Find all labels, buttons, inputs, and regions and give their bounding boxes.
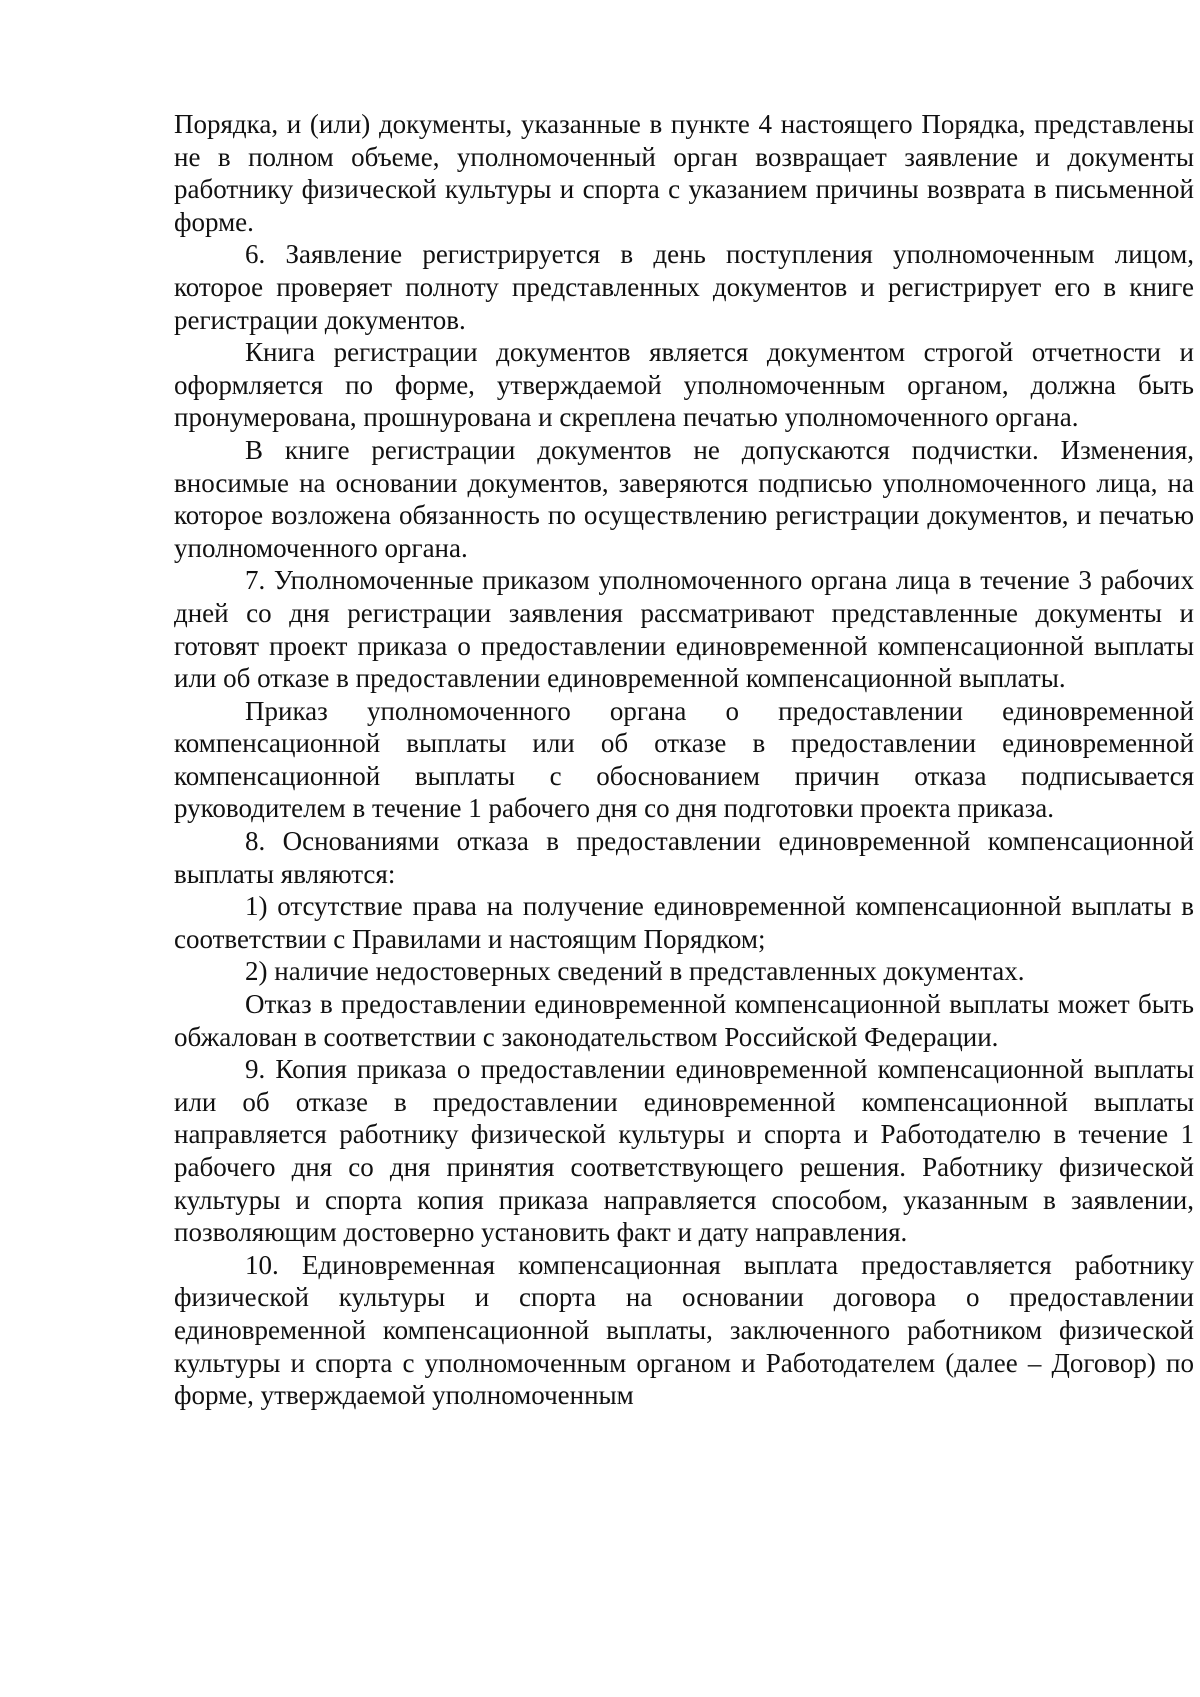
paragraph-order-signing: Приказ уполномоченного органа о предоставлении единовременной компенсационной выплаты или об отказе в предоставлении единовременной компенсационной выплаты с обоснованием причин отказа подписывается руководителем в течение 1 рабочего дня со дня подготовки проекта приказа.: [174, 695, 1194, 824]
paragraph-item-9-order-copy: 9. Копия приказа о предоставлении единовременной компенсационной выплаты или об отказе в предоставлении единовременной компенсационной выплаты направляется работнику физической культуры и спорта и Работодателю в течение 1 рабочего дня со дня принятия соответствующего решения. Работнику физической культуры и спорта копия приказа направляется способом, указанным в заявлении, позволяющим достоверно установить факт и дату направления.: [174, 1054, 1194, 1248]
paragraph-registration-book: Книга регистрации документов является документом строгой отчетности и оформляется по форме, утверждаемой уполномоченным органом, должна быть пронумерована, прошнурована и скреплена печатью уполномоченного органа.: [174, 337, 1194, 433]
paragraph-item-10-agreement: 10. Единовременная компенсационная выплата предоставляется работнику физической культуры и спорта на основании договора о предоставлении единовременной компенсационной выплаты, заключенного работником физической культуры и спорта с уполномоченным органом и Работодателем (далее – Договор) по форме, утверждаемой уполномоченным: [174, 1249, 1194, 1411]
paragraph-item-6-registration: 6. Заявление регистрируется в день поступления уполномоченным лицом, которое проверяет полноту представленных документов и регистрирует его в книге регистрации документов.: [174, 239, 1194, 335]
document-page: [174, 108, 1194, 1412]
paragraph-registration-book-corrections: В книге регистрации документов не допускаются подчистки. Изменения, вносимые на основании документов, заверяются подписью уполномоченного лица, на которое возложена обязанность по осуществлению регистрации документов, и печатью уполномоченного органа.: [174, 434, 1194, 563]
paragraph-return-of-documents: Порядка, и (или) документы, указанные в пункте 4 настоящего Порядка, представлены не в полном объеме, уполномоченный орган возвращает заявление и документы работнику физической культуры и спорта с указанием причины возврата в письменной форме.: [174, 109, 1194, 237]
paragraph-item-8-refusal-grounds: 8. Основаниями отказа в предоставлении единовременной компенсационной выплаты являются:: [174, 826, 1194, 889]
list-item-refusal-ground-2: 2) наличие недостоверных сведений в представленных документах.: [245, 956, 1025, 987]
paragraph-item-7-review: 7. Уполномоченные приказом уполномоченного органа лица в течение 3 рабочих дней со дня регистрации заявления рассматривают представленные документы и готовят проект приказа о предоставлении единовременной компенсационной выплаты или об отказе в предоставлении единовременной компенсационной выплаты.: [174, 565, 1194, 694]
list-item-refusal-ground-1: 1) отсутствие права на получение единовременной компенсационной выплаты в соответствии с Правилами и настоящим Порядком;: [174, 891, 1194, 954]
paragraph-refusal-appeal: Отказ в предоставлении единовременной компенсационной выплаты может быть обжалован в соответствии с законодательством Российской Федерации.: [174, 989, 1194, 1052]
